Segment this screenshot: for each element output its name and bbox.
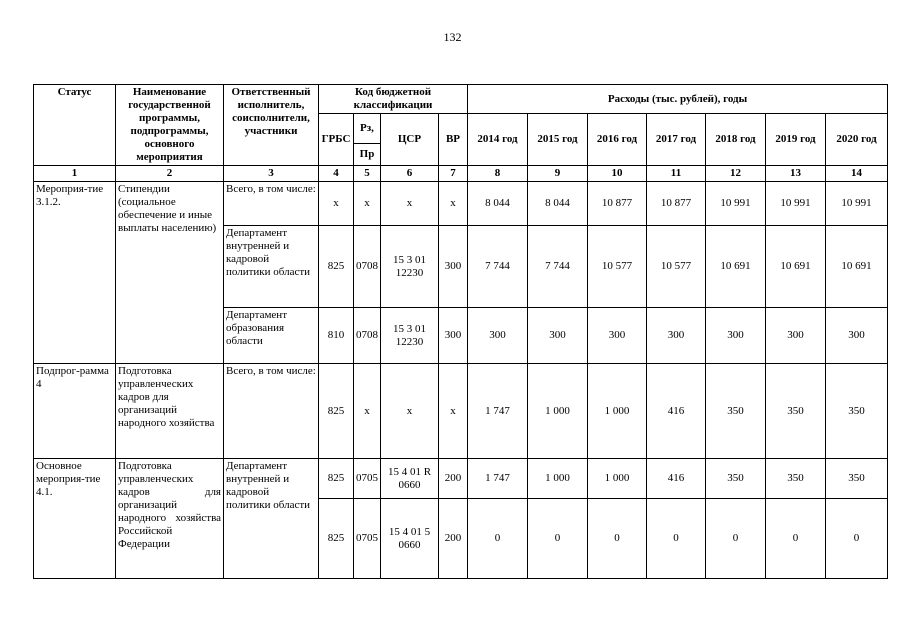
cell-value: 416 (647, 459, 706, 499)
header-year: 2018 год (706, 114, 766, 166)
cell-value: 1 000 (588, 364, 647, 459)
cell-csr: 15 3 01 12230 (381, 226, 439, 308)
col-number: 13 (766, 166, 826, 182)
cell-value: 350 (766, 459, 826, 499)
cell-rzpr: х (354, 182, 381, 226)
cell-value: 1 000 (588, 459, 647, 499)
cell-value: 300 (528, 308, 588, 364)
row-status: Мероприя-тие 3.1.2. (34, 182, 116, 364)
cell-value: 1 000 (528, 459, 588, 499)
header-pr: Пр (354, 144, 381, 166)
cell-grbs: 825 (319, 499, 354, 579)
row-responsible: Департамент внутренней и кадровой политики области (224, 459, 319, 579)
cell-grbs: 825 (319, 459, 354, 499)
header-year: 2019 год (766, 114, 826, 166)
header-expenses: Расходы (тыс. рублей), годы (468, 85, 888, 114)
header-responsible: Ответственный исполнитель, соисполнители, участники (224, 85, 319, 166)
row-name: Стипендии (социальное обеспечение и иные выплаты населению) (116, 182, 224, 364)
row-responsible: Департамент внутренней и кадровой политики области (224, 226, 319, 308)
cell-value: 0 (468, 499, 528, 579)
cell-value: 10 577 (588, 226, 647, 308)
cell-value: 300 (826, 308, 888, 364)
cell-value: 10 877 (647, 182, 706, 226)
cell-grbs: 825 (319, 226, 354, 308)
cell-csr: х (381, 182, 439, 226)
cell-value: 0 (706, 499, 766, 579)
cell-value: 350 (826, 364, 888, 459)
cell-value: 350 (766, 364, 826, 459)
col-number: 3 (224, 166, 319, 182)
cell-value: 416 (647, 364, 706, 459)
cell-value: 10 691 (826, 226, 888, 308)
cell-value: 350 (826, 459, 888, 499)
table-row (34, 459, 888, 499)
header-year: 2017 год (647, 114, 706, 166)
cell-grbs: х (319, 182, 354, 226)
cell-value: 7 744 (468, 226, 528, 308)
page-number: 132 (443, 30, 462, 44)
cell-value: 7 744 (528, 226, 588, 308)
cell-rzpr: 0708 (354, 308, 381, 364)
cell-grbs: 825 (319, 364, 354, 459)
cell-vr: 200 (439, 499, 468, 579)
row-responsible: Всего, в том числе: (224, 364, 319, 459)
col-number: 12 (706, 166, 766, 182)
header-status: Статус (34, 85, 116, 166)
cell-vr: х (439, 364, 468, 459)
cell-value: 0 (826, 499, 888, 579)
cell-value: 300 (588, 308, 647, 364)
table-row (34, 364, 888, 459)
budget-table (33, 84, 888, 579)
cell-value: 0 (647, 499, 706, 579)
cell-value: 10 577 (647, 226, 706, 308)
cell-value: 350 (706, 459, 766, 499)
header-year: 2014 год (468, 114, 528, 166)
header-csr: ЦСР (381, 114, 439, 166)
cell-csr: 15 3 01 12230 (381, 308, 439, 364)
cell-value: 10 991 (826, 182, 888, 226)
cell-csr: 15 4 01 R 0660 (381, 459, 439, 499)
cell-value: 10 877 (588, 182, 647, 226)
cell-value: 0 (588, 499, 647, 579)
cell-rzpr: 0705 (354, 499, 381, 579)
col-number: 6 (381, 166, 439, 182)
header-year: 2016 год (588, 114, 647, 166)
header-vr: ВР (439, 114, 468, 166)
cell-value: 300 (766, 308, 826, 364)
cell-value: 8 044 (528, 182, 588, 226)
header-budget-code: Код бюджетной классификации (319, 85, 468, 114)
cell-value: 10 991 (766, 182, 826, 226)
col-number: 10 (588, 166, 647, 182)
col-number: 11 (647, 166, 706, 182)
cell-value: 10 991 (706, 182, 766, 226)
cell-value: 1 747 (468, 459, 528, 499)
header-rz: Рз, (354, 114, 381, 144)
cell-value: 10 691 (706, 226, 766, 308)
row-name: Подготовка управленческих кадров для организаций народного хозяйства Российской Федерации (116, 459, 224, 579)
cell-rzpr: 0705 (354, 459, 381, 499)
col-number: 1 (34, 166, 116, 182)
row-responsible: Департамент образования области (224, 308, 319, 364)
cell-vr: 300 (439, 308, 468, 364)
cell-value: 8 044 (468, 182, 528, 226)
cell-value: 300 (468, 308, 528, 364)
cell-value: 0 (528, 499, 588, 579)
cell-vr: х (439, 182, 468, 226)
col-number: 4 (319, 166, 354, 182)
cell-value: 300 (647, 308, 706, 364)
cell-value: 1 000 (528, 364, 588, 459)
cell-rzpr: 0708 (354, 226, 381, 308)
cell-grbs: 810 (319, 308, 354, 364)
cell-value: 350 (706, 364, 766, 459)
cell-csr: 15 4 01 5 0660 (381, 499, 439, 579)
header-year: 2015 год (528, 114, 588, 166)
cell-vr: 200 (439, 459, 468, 499)
row-status: Подпрог-рамма 4 (34, 364, 116, 459)
header-grbs: ГРБС (319, 114, 354, 166)
col-number: 14 (826, 166, 888, 182)
cell-vr: 300 (439, 226, 468, 308)
cell-value: 1 747 (468, 364, 528, 459)
cell-value: 300 (706, 308, 766, 364)
row-name: Подготовка управленческих кадров для организаций народного хозяйства (116, 364, 224, 459)
col-number: 7 (439, 166, 468, 182)
header-name: Наименование государственной программы, подпрограммы, основного мероприятия (116, 85, 224, 166)
cell-csr: х (381, 364, 439, 459)
cell-value: 10 691 (766, 226, 826, 308)
col-number: 8 (468, 166, 528, 182)
cell-rzpr: х (354, 364, 381, 459)
row-responsible: Всего, в том числе: (224, 182, 319, 226)
table-row (34, 182, 888, 226)
row-status: Основное мероприя-тие 4.1. (34, 459, 116, 579)
header-year: 2020 год (826, 114, 888, 166)
cell-value: 0 (766, 499, 826, 579)
col-number: 9 (528, 166, 588, 182)
col-number: 5 (354, 166, 381, 182)
col-number: 2 (116, 166, 224, 182)
